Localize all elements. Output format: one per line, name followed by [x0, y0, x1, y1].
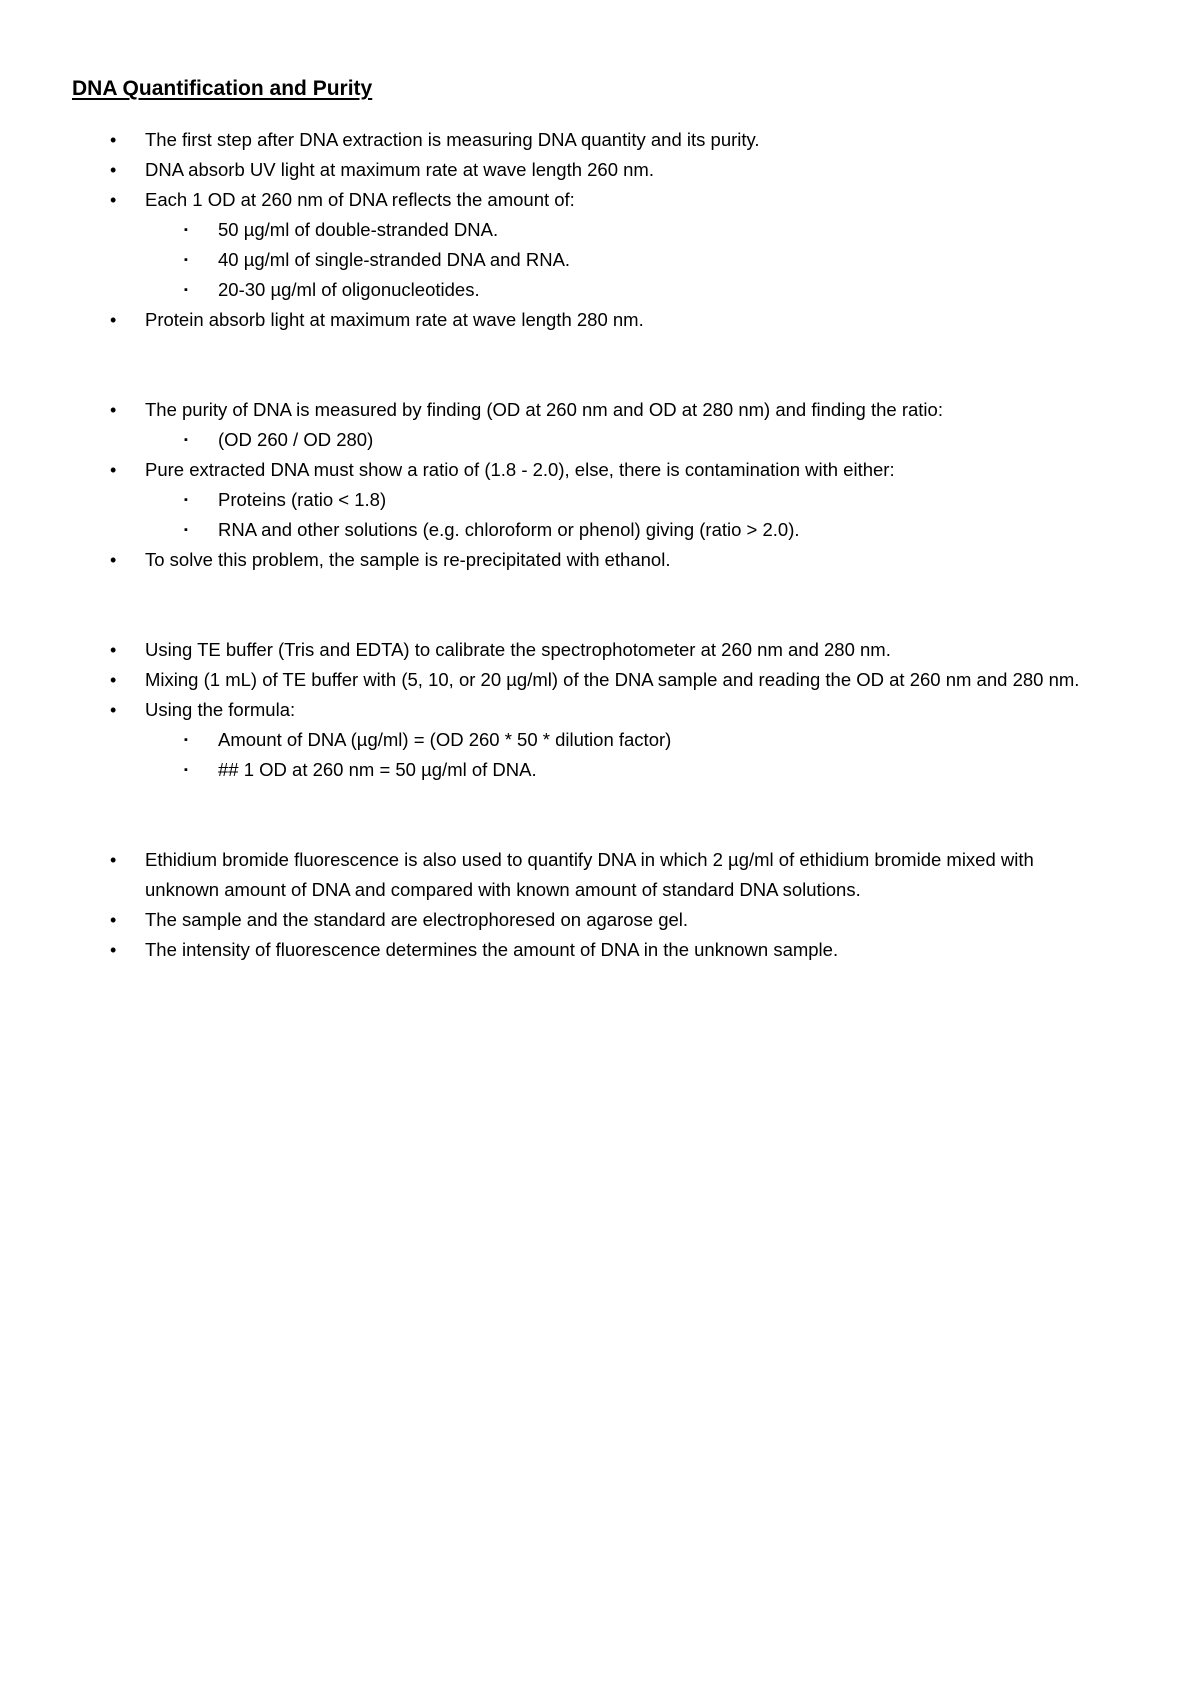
document-section — [0, 125, 1200, 335]
bullet-item — [0, 635, 1200, 665]
bullet-item — [0, 125, 1200, 155]
sub-bullet-item — [0, 215, 1200, 245]
bullet-icon: • — [110, 550, 117, 570]
bullet-icon: • — [110, 130, 117, 150]
square-bullet-icon: ▪ — [184, 434, 188, 446]
bullet-item — [0, 695, 1200, 725]
square-bullet-icon: ▪ — [184, 494, 188, 506]
bullet-icon: • — [110, 190, 117, 210]
bullet-item — [0, 935, 1200, 965]
sub-bullet-item — [0, 755, 1200, 785]
square-bullet-icon: ▪ — [184, 254, 188, 266]
document-body — [0, 125, 1200, 1025]
bullet-text: ## 1 OD at 260 nm = 50 µg/ml of DNA. — [218, 759, 537, 780]
bullet-text: Using TE buffer (Tris and EDTA) to calibrate the spectrophotometer at 260 nm and 280 nm. — [145, 639, 891, 660]
bullet-icon: • — [110, 850, 117, 870]
bullet-item — [0, 305, 1200, 335]
bullet-text: The sample and the standard are electrophoresed on agarose gel. — [145, 909, 689, 930]
bullet-text: DNA absorb UV light at maximum rate at wave length 260 nm. — [145, 159, 654, 180]
bullet-item — [0, 455, 1200, 485]
sub-bullet-item — [0, 485, 1200, 515]
sub-bullet-item — [0, 725, 1200, 755]
bullet-item — [0, 185, 1200, 215]
document-section — [0, 635, 1200, 785]
bullet-icon: • — [110, 460, 117, 480]
bullet-text: The first step after DNA extraction is measuring DNA quantity and its purity. — [145, 129, 760, 150]
bullet-icon: • — [110, 310, 117, 330]
bullet-text: Using the formula: — [145, 699, 296, 720]
sub-bullet-item — [0, 245, 1200, 275]
bullet-item — [0, 665, 1105, 695]
bullet-text: Ethidium bromide fluorescence is also used to quantify DNA in which 2 µg/ml of ethidium bromide mixed with unknown amount of DNA and compared with known amount of standard DNA solutions. — [145, 849, 1034, 900]
bullet-icon: • — [110, 910, 117, 930]
bullet-text: The intensity of fluorescence determines the amount of DNA in the unknown sample. — [145, 939, 839, 960]
square-bullet-icon: ▪ — [184, 524, 188, 536]
bullet-item — [0, 395, 1200, 425]
bullet-text: 50 µg/ml of double-stranded DNA. — [218, 219, 499, 240]
bullet-icon: • — [110, 160, 117, 180]
bullet-text: (OD 260 / OD 280) — [218, 429, 374, 450]
square-bullet-icon: ▪ — [184, 284, 188, 296]
bullet-text: Amount of DNA (µg/ml) = (OD 260 * 50 * dilution factor) — [218, 729, 672, 750]
square-bullet-icon: ▪ — [184, 224, 188, 236]
bullet-text: Mixing (1 mL) of TE buffer with (5, 10, or 20 µg/ml) of the DNA sample and reading the OD at 260 nm and 280 nm. — [145, 669, 1080, 690]
bullet-item — [0, 905, 1200, 935]
bullet-text: Proteins (ratio < 1.8) — [218, 489, 387, 510]
bullet-icon: • — [110, 700, 117, 720]
document-section — [0, 395, 1200, 575]
square-bullet-icon: ▪ — [184, 734, 188, 746]
bullet-text: To solve this problem, the sample is re-precipitated with ethanol. — [145, 549, 671, 570]
bullet-icon: • — [110, 400, 117, 420]
bullet-item — [0, 155, 1200, 185]
sub-bullet-item — [0, 275, 1200, 305]
bullet-text: 20-30 µg/ml of oligonucleotides. — [218, 279, 480, 300]
bullet-text: Protein absorb light at maximum rate at wave length 280 nm. — [145, 309, 644, 330]
bullet-text: The purity of DNA is measured by finding (OD at 260 nm and OD at 280 nm) and finding the ratio: — [145, 399, 943, 420]
bullet-icon: • — [110, 640, 117, 660]
bullet-text: Each 1 OD at 260 nm of DNA reflects the amount of: — [145, 189, 575, 210]
document-title: DNA Quantification and Purity — [72, 77, 373, 100]
square-bullet-icon: ▪ — [184, 764, 188, 776]
sub-bullet-item — [0, 425, 1200, 455]
bullet-item — [0, 545, 1200, 575]
document-section — [0, 845, 1200, 965]
bullet-text: Pure extracted DNA must show a ratio of (1.8 - 2.0), else, there is contamination with either: — [145, 459, 895, 480]
sub-bullet-item — [0, 515, 1200, 545]
bullet-item — [0, 845, 1105, 905]
bullet-icon: • — [110, 670, 117, 690]
bullet-text: 40 µg/ml of single-stranded DNA and RNA. — [218, 249, 571, 270]
bullet-text: RNA and other solutions (e.g. chloroform or phenol) giving (ratio > 2.0). — [218, 519, 800, 540]
bullet-icon: • — [110, 940, 117, 960]
